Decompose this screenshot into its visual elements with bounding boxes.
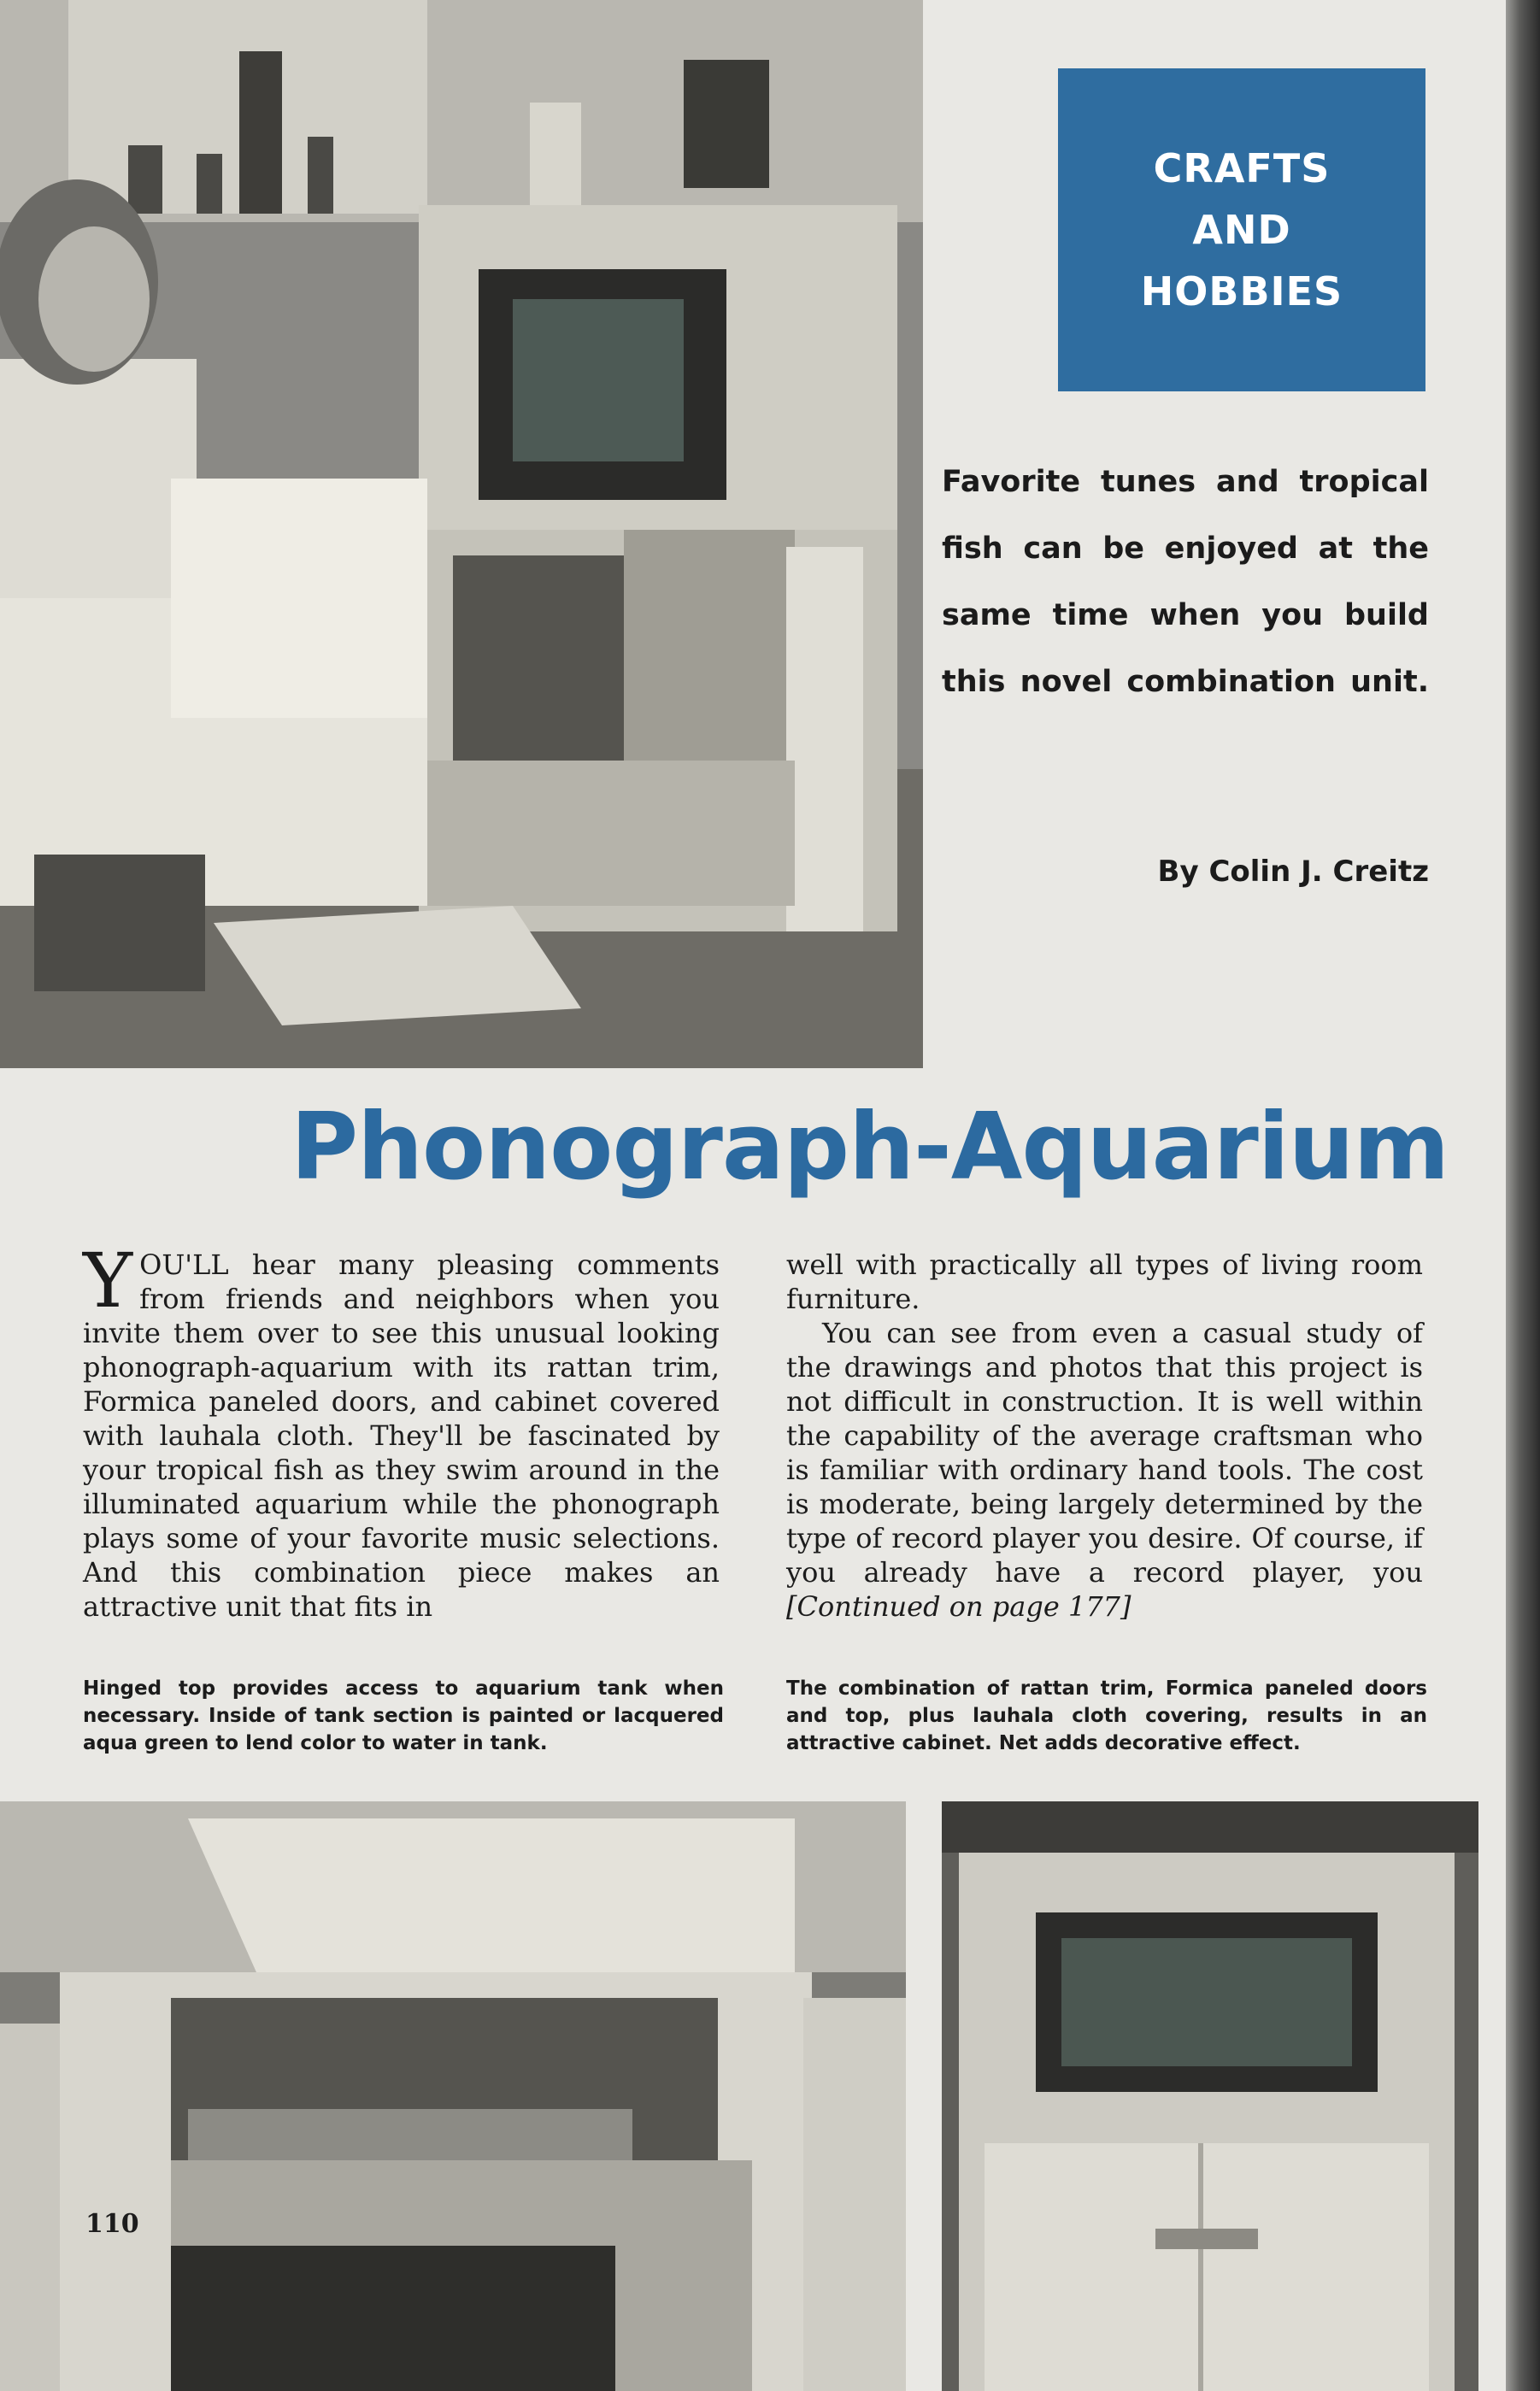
body-text: OU'LL hear many pleasing comments from friends and neighbors when you invite them over to see this unusual looking phonograph-aquarium with its rattan trim, Formica paneled doors, and cabinet covered with lauhala cloth. They'll be fascinated by your tropical fish as they swim around in the illuminated aquarium while the phonograph plays some of your favorite music selections. And this combination piece makes an attractive unit that fits in <box>83 1248 720 1623</box>
caption-right: The combination of rattan trim, Formica paneled doors and top, plus lauhala cloth covering, results in an attractive cabinet. Net adds decorative effect. <box>786 1677 1427 1754</box>
body-column-right <box>786 1248 1423 1624</box>
deck-line: same time when you build <box>942 598 1429 632</box>
byline: By Colin J. Creitz <box>1157 855 1429 889</box>
article-title: Phonograph-Aquarium <box>291 1094 1449 1201</box>
body-paragraph: You can see from even a casual study of the drawings and photos that this project is not difficult in construction. It is well within the capability of the average craftsman who is familiar with ordinary hand tools. The cost is moderate, being largely determined by the type of record player you desire. Of course, if you already have a record player, you <box>786 1317 1423 1589</box>
page-edge-shadow <box>1506 0 1540 2391</box>
aquarium-open-photo <box>0 1801 906 2391</box>
deck-line: Favorite tunes and tropical <box>942 465 1429 499</box>
body-paragraph: well with practically all types of living room furniture. <box>786 1248 1423 1315</box>
continued-link[interactable]: [Continued on page 177] <box>786 1590 1131 1623</box>
section-box-line: HOBBIES <box>1140 268 1343 314</box>
cabinet-closed-photo <box>942 1801 1478 2391</box>
page-number: 110 <box>85 2209 139 2239</box>
section-box-line: AND <box>1192 207 1291 253</box>
drop-cap: Y <box>83 1237 133 1325</box>
main-photo <box>0 0 923 1068</box>
deck-line: fish can be enjoyed at the <box>942 532 1429 566</box>
section-box <box>1058 68 1425 391</box>
section-box-line: CRAFTS <box>1153 145 1331 191</box>
deck-line: this novel combination unit. <box>942 665 1429 699</box>
deck-text <box>942 449 1429 715</box>
caption-left: Hinged top provides access to aquarium tank when necessary. Inside of tank section is painted or lacquered aqua green to lend color to water in tank. <box>83 1677 724 1754</box>
body-column-left <box>83 1237 720 1624</box>
